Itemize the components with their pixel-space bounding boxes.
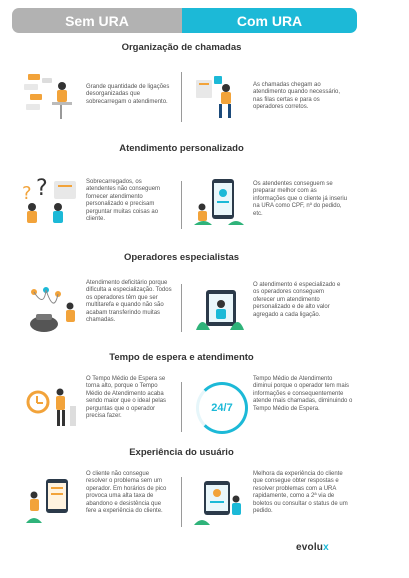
with-text: O atendimento é especializado e os operadores conseguem oferecer um atendimento personalizado e de alto valor agregado a cada ligação. (253, 282, 341, 318)
column-divider (181, 284, 182, 332)
column-divider (181, 477, 182, 527)
confused-agents-illustration (18, 175, 80, 225)
without-text: O cliente não consegue resolver o problema sem um operador. Em horários de pico provoca uma alta taxa de abandono e desistência que fere a experiência do cliente. (86, 471, 167, 515)
logo-accent: x (323, 542, 329, 553)
section-title: Organização de chamadas (121, 42, 242, 53)
column-divider (181, 181, 182, 229)
tangled-phone-illustration (24, 284, 80, 336)
waiting-person-illustration (22, 382, 80, 434)
24-7-label: 24/7 (211, 402, 233, 414)
section-wait-time (0, 352, 409, 447)
without-text: Grande quantidade de ligações desorganizadas que sobrecarregam o atendimento. (86, 84, 170, 105)
section-title: Tempo de espera e atendimento (109, 352, 254, 363)
section-user-experience (0, 447, 409, 542)
section-specialist-operators (0, 252, 409, 352)
with-text: Tempo Médio de Atendimento diminui porque o operador tem mais informações e consequentemente atende mais chamadas, diminuindo o Tempo Médio de Espera. (253, 376, 353, 412)
with-text: As chamadas chegam ao atendimento quando necessário, nas filas certas e para os operadores corretos. (253, 82, 341, 111)
section-call-organization (0, 42, 409, 137)
organized-calls-illustration (192, 72, 244, 122)
header-without-ura: Sem URA (12, 8, 182, 33)
column-divider (181, 72, 182, 122)
section-personalized-service (0, 143, 409, 248)
frustrated-user-illustration (24, 475, 80, 527)
section-title: Operadores especialistas (123, 252, 240, 263)
happy-user-illustration (192, 477, 246, 527)
svg-text:?: ? (22, 183, 32, 204)
logo-main: evolu (296, 542, 324, 553)
section-title: Atendimento personalizado (119, 143, 244, 154)
section-title: Experiência do usuário (129, 447, 234, 458)
without-text: O Tempo Médio de Espera se torna alto, porque o Tempo Médio de Atendimento acaba sendo maior que o ideal pelas perguntas que o operador precisa fazer. (86, 376, 167, 420)
with-text: Melhora da experiência do cliente que consegue obter respostas e resolver problemas com a URA rapidamente, como a 2ª via de boletos ou consultar o status de um pedido. (253, 471, 348, 515)
header-with-ura: Com URA (182, 8, 357, 33)
without-text: Atendimento deficitário porque dificulta a especialização. Todos os operadores têm que ser multitarefa e quando não são acabam transferindo muitas chamadas. (86, 280, 172, 324)
phone-info-illustration (192, 177, 246, 231)
svg-text:?: ? (36, 176, 48, 201)
video-call-illustration (192, 284, 246, 336)
with-text: Os atendentes conseguem se preparar melhor com as informações que o cliente já inseriu na URA como CPF, nº do pedido, etc. (253, 181, 348, 217)
comparison-header (12, 8, 357, 33)
messy-calls-illustration (22, 72, 80, 122)
evolux-logo (296, 542, 329, 553)
column-divider (181, 382, 182, 432)
24-7-badge (196, 382, 248, 434)
without-text: Sobrecarregados, os atendentes não conseguem fornecer atendimento personalizado e precisam perguntar muitas coisas ao cliente. (86, 179, 161, 223)
